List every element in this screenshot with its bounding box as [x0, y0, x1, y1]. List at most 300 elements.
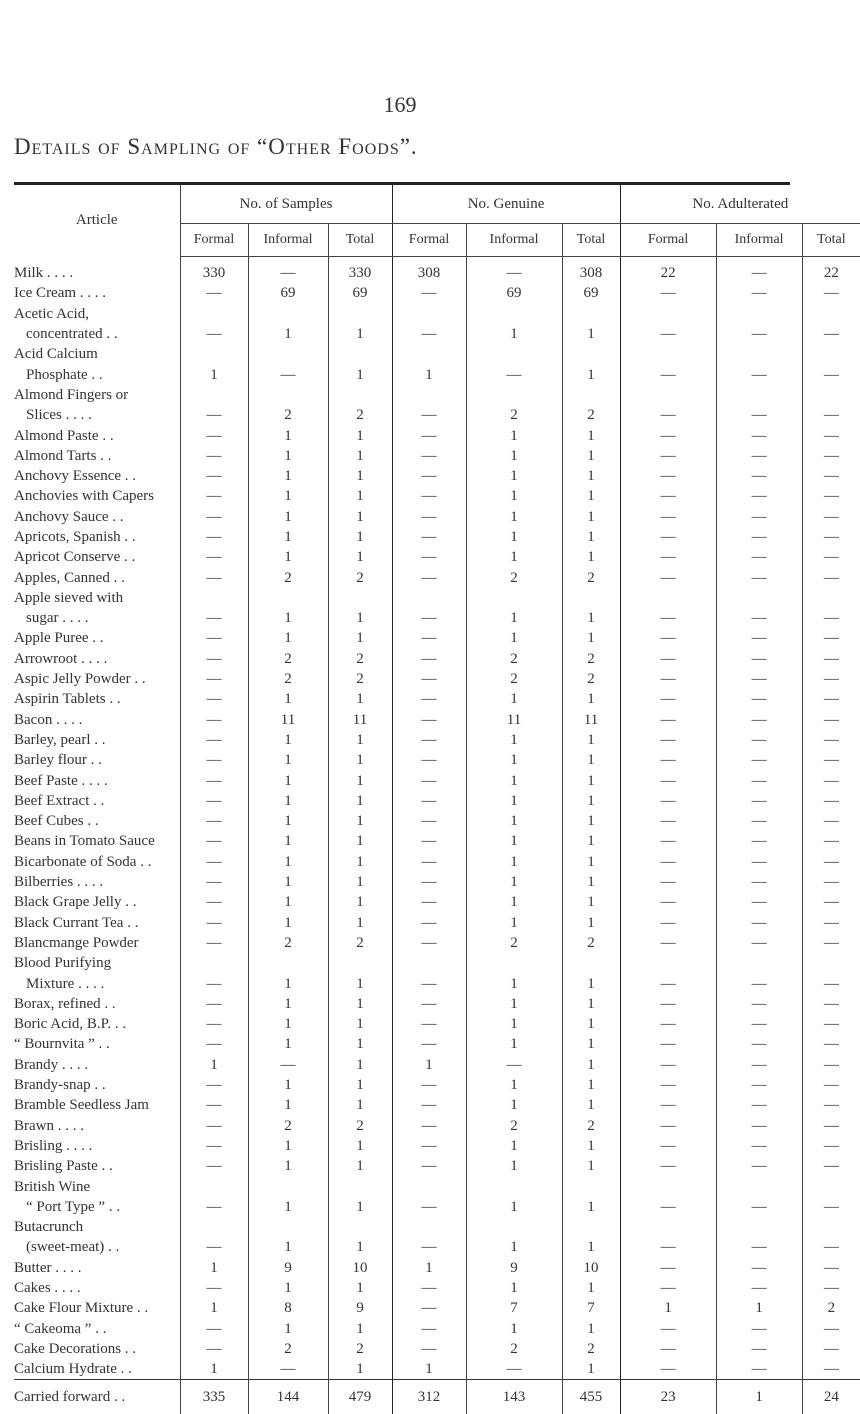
value-cell: 9 [248, 1258, 328, 1278]
value-cell: 2 [328, 649, 392, 669]
value-cell: 1 [248, 1075, 328, 1095]
article-name: Beef Extract . . [14, 792, 105, 809]
value-cell: — [180, 1278, 248, 1298]
value-cell: — [802, 1359, 860, 1380]
value-cell: — [716, 649, 802, 669]
value-cell: — [392, 608, 466, 628]
value-cell: — [620, 1258, 716, 1278]
value-cell: 1 [328, 791, 392, 811]
value-cell [180, 588, 248, 608]
value-cell: — [716, 405, 802, 425]
value-cell: — [802, 1095, 860, 1115]
value-cell: — [620, 547, 716, 567]
table-row [14, 1176, 860, 1196]
value-cell: — [180, 283, 248, 303]
total-cell: 455 [562, 1380, 620, 1414]
value-cell: — [392, 1014, 466, 1034]
value-cell [562, 1176, 620, 1196]
value-cell: — [802, 567, 860, 587]
value-cell: — [392, 1115, 466, 1135]
table-row [14, 953, 860, 973]
value-cell: — [802, 283, 860, 303]
value-cell: 1 [248, 831, 328, 851]
article-name: sugar . . . . [26, 610, 89, 627]
value-cell: 2 [466, 649, 562, 669]
value-cell [620, 1176, 716, 1196]
value-cell: — [392, 689, 466, 709]
value-cell: — [802, 466, 860, 486]
value-cell [328, 344, 392, 364]
article-name: “ Bournvita ” . . [14, 1036, 110, 1053]
value-cell: 1 [466, 994, 562, 1014]
value-cell: — [802, 1075, 860, 1095]
article-name: Black Currant Tea . . [14, 914, 139, 931]
value-cell: — [802, 1237, 860, 1257]
value-cell: 1 [466, 1075, 562, 1095]
value-cell: — [180, 446, 248, 466]
value-cell: 1 [466, 831, 562, 851]
value-cell: 7 [466, 1298, 562, 1318]
value-cell: — [716, 628, 802, 648]
value-cell [620, 588, 716, 608]
value-cell: 1 [328, 1278, 392, 1298]
value-cell: — [620, 628, 716, 648]
value-cell: 2 [562, 649, 620, 669]
article-name: Calcium Hydrate . . [14, 1361, 132, 1378]
article-name: Beans in Tomato Sauce [14, 833, 155, 850]
value-cell: 1 [466, 1136, 562, 1156]
value-cell: 1 [466, 608, 562, 628]
value-cell: — [802, 973, 860, 993]
value-cell: 9 [328, 1298, 392, 1318]
value-cell: 2 [248, 649, 328, 669]
article-name: Brisling . . . . [14, 1137, 93, 1154]
value-cell: — [392, 1318, 466, 1338]
value-cell: 1 [328, 892, 392, 912]
subheader-samples-formal: Formal [180, 224, 248, 257]
article-name: Ice Cream . . . . [14, 285, 107, 302]
table-row [14, 892, 860, 912]
value-cell: — [802, 730, 860, 750]
value-cell: — [802, 811, 860, 831]
value-cell: — [716, 1278, 802, 1298]
value-cell: 1 [562, 1156, 620, 1176]
value-cell: 1 [328, 364, 392, 384]
value-cell: — [620, 933, 716, 953]
article-name: Cake Decorations . . [14, 1340, 137, 1357]
value-cell: — [180, 1095, 248, 1115]
article-name: Butter . . . . [14, 1259, 82, 1276]
value-cell: 1 [562, 507, 620, 527]
article-name: Almond Paste . . [14, 427, 114, 444]
value-cell [248, 953, 328, 973]
value-cell: 1 [328, 1156, 392, 1176]
table-row [14, 608, 860, 628]
value-cell: — [716, 933, 802, 953]
page-number: 169 [383, 92, 417, 117]
value-cell [716, 588, 802, 608]
value-cell [716, 1217, 802, 1237]
value-cell: — [716, 567, 802, 587]
value-cell: 1 [562, 446, 620, 466]
value-cell [466, 344, 562, 364]
value-cell: 1 [328, 425, 392, 445]
value-cell: — [620, 1318, 716, 1338]
value-cell: — [620, 750, 716, 770]
value-cell: 1 [562, 689, 620, 709]
value-cell: 1 [466, 507, 562, 527]
value-cell [466, 1217, 562, 1237]
value-cell: — [392, 649, 466, 669]
header-article: Article [75, 212, 118, 229]
value-cell: — [248, 257, 328, 284]
subheader-genuine-formal: Formal [392, 224, 466, 257]
value-cell [328, 1217, 392, 1237]
table-row [14, 1359, 860, 1380]
table-row [14, 1156, 860, 1176]
value-cell: — [716, 486, 802, 506]
value-cell [248, 304, 328, 324]
value-cell: — [620, 831, 716, 851]
value-cell: 1 [466, 770, 562, 790]
article-name: Barley, pearl . . [14, 731, 106, 748]
value-cell: — [392, 1278, 466, 1298]
article-name: Beef Paste . . . . [14, 772, 108, 789]
value-cell: — [620, 364, 716, 384]
value-cell: 1 [562, 486, 620, 506]
value-cell: — [392, 1034, 466, 1054]
value-cell: — [802, 628, 860, 648]
table-row [14, 1136, 860, 1156]
value-cell: — [392, 750, 466, 770]
value-cell: 1 [392, 1055, 466, 1075]
article-name: Almond Tarts . . [14, 447, 112, 464]
value-cell [248, 385, 328, 405]
table-row [14, 547, 860, 567]
value-cell: 1 [328, 730, 392, 750]
value-cell: — [620, 791, 716, 811]
value-cell: — [466, 1359, 562, 1380]
value-cell: 1 [248, 628, 328, 648]
table-row [14, 324, 860, 344]
value-cell [392, 588, 466, 608]
value-cell: — [248, 1055, 328, 1075]
value-cell: 1 [562, 1278, 620, 1298]
value-cell: 1 [562, 973, 620, 993]
value-cell [802, 1217, 860, 1237]
value-cell [328, 953, 392, 973]
value-cell: 1 [328, 608, 392, 628]
value-cell: — [180, 831, 248, 851]
value-cell: — [802, 649, 860, 669]
value-cell: 1 [466, 689, 562, 709]
value-cell: 1 [248, 1318, 328, 1338]
value-cell: — [716, 324, 802, 344]
value-cell: 1 [562, 811, 620, 831]
value-cell [562, 304, 620, 324]
value-cell: 1 [466, 1034, 562, 1054]
value-cell: 1 [562, 1359, 620, 1380]
value-cell: — [716, 892, 802, 912]
table-row [14, 425, 860, 445]
value-cell: — [466, 1055, 562, 1075]
value-cell: 1 [392, 1258, 466, 1278]
value-cell: — [716, 283, 802, 303]
value-cell: — [620, 527, 716, 547]
value-cell: — [392, 466, 466, 486]
value-cell: 1 [328, 507, 392, 527]
value-cell: — [392, 1197, 466, 1217]
value-cell: — [802, 1136, 860, 1156]
value-cell: — [392, 1339, 466, 1359]
value-cell: 1 [466, 1197, 562, 1217]
value-cell: — [620, 1115, 716, 1135]
value-cell: — [180, 750, 248, 770]
value-cell: 1 [328, 913, 392, 933]
value-cell: 1 [562, 1075, 620, 1095]
value-cell [466, 1176, 562, 1196]
value-cell [392, 953, 466, 973]
article-name: Barley flour . . [14, 752, 102, 769]
value-cell: 1 [562, 1197, 620, 1217]
value-cell: 1 [328, 994, 392, 1014]
value-cell: — [716, 1095, 802, 1115]
value-cell: — [180, 710, 248, 730]
table-row [14, 1115, 860, 1135]
article-name: Aspirin Tablets . . [14, 691, 121, 708]
value-cell [180, 1176, 248, 1196]
table-row [14, 1034, 860, 1054]
value-cell [620, 344, 716, 364]
value-cell: 1 [248, 791, 328, 811]
table-row [14, 710, 860, 730]
article-name: Blancmange Powder [14, 934, 139, 951]
value-cell: — [392, 283, 466, 303]
value-cell: — [716, 1014, 802, 1034]
value-cell: — [180, 567, 248, 587]
value-cell: — [180, 791, 248, 811]
value-cell: 69 [328, 283, 392, 303]
value-cell: 1 [328, 1237, 392, 1257]
value-cell: — [802, 364, 860, 384]
total-cell: 479 [328, 1380, 392, 1414]
value-cell: — [392, 405, 466, 425]
value-cell [802, 1176, 860, 1196]
subheader-samples-informal: Informal [248, 224, 328, 257]
value-cell: — [716, 1237, 802, 1257]
total-cell: 312 [392, 1380, 466, 1414]
total-cell: 143 [466, 1380, 562, 1414]
value-cell: — [248, 364, 328, 384]
value-cell: 1 [466, 1095, 562, 1115]
value-cell: 1 [562, 1237, 620, 1257]
article-name: Almond Fingers or [14, 386, 129, 403]
value-cell: 1 [392, 364, 466, 384]
total-cell: 144 [248, 1380, 328, 1414]
value-cell: 2 [328, 1115, 392, 1135]
value-cell: — [180, 405, 248, 425]
value-cell: 1 [562, 547, 620, 567]
value-cell: 1 [328, 1014, 392, 1034]
table-row [14, 1278, 860, 1298]
value-cell: — [620, 852, 716, 872]
value-cell: — [802, 1055, 860, 1075]
value-cell: 9 [466, 1258, 562, 1278]
value-cell: 69 [562, 283, 620, 303]
value-cell: — [716, 1339, 802, 1359]
value-cell: — [620, 1136, 716, 1156]
article-name: Phosphate . . [26, 366, 103, 383]
value-cell: 2 [328, 1339, 392, 1359]
table-row [14, 1258, 860, 1278]
value-cell: — [180, 872, 248, 892]
value-cell: — [180, 689, 248, 709]
value-cell: — [802, 913, 860, 933]
table-row [14, 973, 860, 993]
value-cell: 1 [562, 425, 620, 445]
table-row [14, 385, 860, 405]
value-cell [802, 344, 860, 364]
value-cell: — [392, 527, 466, 547]
value-cell [716, 304, 802, 324]
table-row [14, 527, 860, 547]
value-cell: 1 [466, 872, 562, 892]
value-cell: 1 [466, 1014, 562, 1034]
value-cell: 1 [248, 750, 328, 770]
value-cell [716, 385, 802, 405]
article-name: Anchovy Sauce . . [14, 508, 124, 525]
value-cell: — [620, 811, 716, 831]
value-cell: 1 [562, 750, 620, 770]
value-cell: — [392, 486, 466, 506]
value-cell: — [248, 1359, 328, 1380]
article-name: Boric Acid, B.P. . . [14, 1016, 127, 1033]
carried-forward-row [14, 1380, 860, 1414]
value-cell: 11 [562, 710, 620, 730]
value-cell: 1 [328, 1034, 392, 1054]
article-name: Blood Purifying [14, 955, 112, 972]
value-cell: — [802, 1034, 860, 1054]
subheader-adulterated-formal: Formal [620, 224, 716, 257]
value-cell: 308 [392, 257, 466, 284]
value-cell: — [716, 527, 802, 547]
value-cell: 2 [466, 933, 562, 953]
article-name: Bacon . . . . [14, 711, 83, 728]
value-cell: 1 [562, 1034, 620, 1054]
value-cell: 1 [466, 913, 562, 933]
value-cell: — [802, 1258, 860, 1278]
value-cell: — [180, 973, 248, 993]
value-cell: — [180, 1318, 248, 1338]
value-cell: 69 [248, 283, 328, 303]
value-cell: — [802, 1318, 860, 1338]
article-name: Black Grape Jelly . . [14, 894, 137, 911]
value-cell: 2 [562, 669, 620, 689]
value-cell: 1 [562, 913, 620, 933]
value-cell: — [180, 628, 248, 648]
table-row [14, 1339, 860, 1359]
value-cell: — [716, 750, 802, 770]
carried-forward-label: Carried forward . . [14, 1380, 180, 1414]
table-row [14, 730, 860, 750]
article-name: Arrowroot . . . . [14, 650, 108, 667]
article-name: Cakes . . . . [14, 1279, 81, 1296]
value-cell: — [716, 1318, 802, 1338]
article-name: Bilberries . . . . [14, 874, 104, 891]
value-cell: — [716, 730, 802, 750]
total-cell: 1 [716, 1380, 802, 1414]
value-cell: — [180, 1075, 248, 1095]
value-cell: — [716, 852, 802, 872]
value-cell: — [620, 689, 716, 709]
value-cell: 2 [328, 567, 392, 587]
value-cell: 2 [248, 405, 328, 425]
value-cell: 1 [328, 689, 392, 709]
article-name: Brisling Paste . . [14, 1158, 113, 1175]
value-cell: 1 [248, 811, 328, 831]
value-cell: 11 [248, 710, 328, 730]
value-cell: 2 [466, 669, 562, 689]
value-cell: 1 [562, 1055, 620, 1075]
value-cell: — [802, 994, 860, 1014]
value-cell: — [620, 405, 716, 425]
value-cell: 1 [328, 1359, 392, 1380]
value-cell: — [180, 1197, 248, 1217]
value-cell: — [392, 1156, 466, 1176]
value-cell: — [180, 527, 248, 547]
value-cell: — [716, 1197, 802, 1217]
value-cell: 2 [802, 1298, 860, 1318]
article-name: Beef Cubes . . [14, 813, 99, 830]
value-cell [328, 304, 392, 324]
value-cell: 1 [248, 1095, 328, 1115]
value-cell: 1 [248, 507, 328, 527]
article-name: British Wine [14, 1178, 91, 1195]
header-no-of-samples: No. of Samples [180, 185, 392, 224]
table-row [14, 852, 860, 872]
table-row [14, 364, 860, 384]
value-cell: — [716, 1136, 802, 1156]
value-cell: 1 [466, 466, 562, 486]
value-cell: — [392, 425, 466, 445]
value-cell [802, 588, 860, 608]
value-cell [392, 1176, 466, 1196]
table-row [14, 257, 860, 284]
value-cell: 1 [248, 973, 328, 993]
value-cell: — [620, 1339, 716, 1359]
table-row [14, 1055, 860, 1075]
value-cell: — [716, 608, 802, 628]
value-cell: 1 [466, 446, 562, 466]
value-cell: — [620, 446, 716, 466]
value-cell: — [620, 994, 716, 1014]
value-cell: — [802, 547, 860, 567]
value-cell: 1 [466, 486, 562, 506]
table-row [14, 872, 860, 892]
value-cell: — [620, 1278, 716, 1298]
value-cell: 1 [328, 446, 392, 466]
value-cell: — [180, 892, 248, 912]
value-cell [180, 344, 248, 364]
value-cell: 1 [248, 547, 328, 567]
value-cell: 1 [562, 1095, 620, 1115]
value-cell: — [802, 1278, 860, 1298]
value-cell [562, 1217, 620, 1237]
value-cell [466, 588, 562, 608]
value-cell: — [392, 730, 466, 750]
value-cell: 1 [562, 466, 620, 486]
value-cell: — [180, 1156, 248, 1176]
